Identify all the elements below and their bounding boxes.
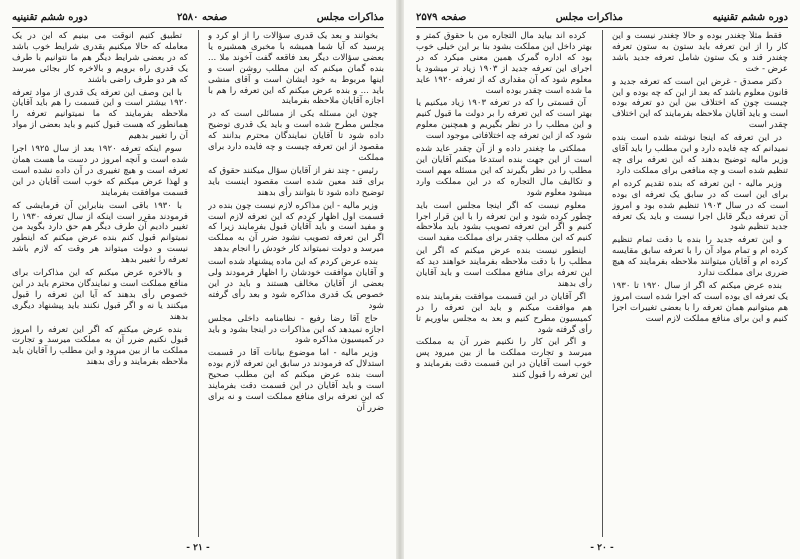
paragraph: بخوانند و بعد یک قدری سؤالات را از او کرد و پرسید که آیا شما همیشه با مخبری همشیره یا بعضی سؤالات دیگر بعد فاقعه گفت آخوند ملا ... بنده گمان میکنم که این مطلب روشن است و اینها مربوط به خود ایشان است و آقای منشی باید ... و بنده عرض میکنم که این تعرفه را هم با اجازه آقایان ملاحظه بفرمایند (208, 31, 384, 107)
paragraph: حاج آقا رضا رفیع - نظامنامه داخلی مجلس اجازه نمیدهد که این مذاکرات در اینجا بشود و باید در کمیسیون مذاکره شود (208, 313, 384, 346)
right-page-right-column (612, 31, 788, 533)
paragraph: وزیر مالیه - این مذاکره لازم نیست چون بنده در قسمت اول اظهار کردم که این تعرفه لازم است و مفید است و باید آقایان قبول بفرمایند زیرا که اگر این تعرفه تصویب نشود ضرر آن به مملکت میرسد و دولت نمیتواند کار خودش را انجام بدهد (208, 200, 384, 255)
paragraph: با این وصف این تعرفه یک قدری از مواد تعرفه ۱۹۲۰ بیشتر است و این قسمت را هم باید آقایان ملاحظه بفرمایند که ما نمیتوانیم تعرفه را همانطور که هست قبول کنیم و باید بعضی از مواد آن را تغییر بدهیم (12, 87, 188, 142)
right-page-title: مذاکرات مجلس (555, 11, 624, 23)
right-page-footer-number: - ۲۰ - (590, 543, 614, 553)
left-page (0, 0, 396, 559)
right-page-left-column (416, 31, 592, 533)
paragraph: رئیس - چند نفر از آقایان سؤال میکنند حقوق که برای قند معین شده است مقصود اینست باید توضیح داده شود تا بتوانند رأی بدهند (208, 165, 384, 198)
right-column-divider (602, 30, 603, 537)
right-page-session: دوره ششم تقنینیه (712, 11, 788, 23)
paragraph: کرده اند بیاید مال التجاره من با حقوق کمتر و بهتر داخل این مملکت بشود بنا بر این خیلی خوب بود که اداره گمرک همین معنی میکرد که در اجرای این تعرفه جدید از ۱۹۰۳ زیاد تر میشود یا معلوم شود که آن مقداری که از تعرفه ۱۹۲۰ عاید ما شده است چقدر بوده است (416, 31, 592, 96)
paragraph: و بالاخره عرض میکنم که این مذاکرات برای منافع مملکت است و نمایندگان محترم باید در این خصوص رأی بدهند که آیا این تعرفه را قبول میکنند یا نه و اگر قبول نکنند باید پیشنهاد دیگری بدهند (12, 268, 188, 322)
left-page-title: مذاکرات مجلس (316, 11, 384, 23)
left-page-right-column (208, 31, 384, 533)
paragraph: معلوم نیست که اگر اینجا مجلس است باید چطور کرده شود و این تعرفه را با این قرار اجرا کنیم و اگر این تعرفه تصویب بشود باید ملاحظه کنیم که این مطلب چقدر برای مملکت مفید است (416, 200, 592, 244)
paragraph: تطبیق کنیم آنوقت می بینیم که این در یک معامله که حالا میکنیم بقدری شرایط خوب باشد که در بعضی شرایط دیگر هم ما نتوانیم با طرف یک قدری راه برویم و بالاخره کار بجائی میرسد که هر دو طرف راضی باشند (12, 31, 188, 85)
left-page-session: دوره ششم تقنینیه (12, 11, 88, 23)
paragraph: و این تعرفه جدید را بنده با دقت تمام تنظیم کرده ام و تمام مواد آن را با تعرفه سابق مقایسه کرده ام و آقایان میتوانند ملاحظه بفرمایند که هیچ ضرری برای مملکت ندارد (612, 235, 788, 279)
paragraph: مملکتی ما چغندر داده و از آن چقدر عاید شده است از این جهت بنده استدعا میکنم آقایان این مطلب را در نظر بگیرند که این مسئله مهم است و تکالیف مال التجاره که در این مملکت وارد میشود معلوم شود (416, 144, 592, 198)
left-page-footer-number: - ۲۱ - (186, 543, 210, 553)
book-gutter (396, 0, 404, 559)
right-page (404, 0, 800, 559)
paragraph: وزیر مالیه - اما موضوع بیانات آقا در قسمت استدلال که فرمودند در سابق این تعرفه لازم بوده است بنده عرض میکنم که این مطلب صحیح است و باید آقایان در این قسمت دقت بفرمایند که این تعرفه برای منافع مملکت است و نه برای ضرر آن (208, 348, 384, 413)
left-page-left-column (12, 31, 188, 533)
paragraph: بنده عرض کردم که این ماده پیشنهاد شده است و آقایان موافقت خودشان را اظهار فرمودند ولی بعضی از آقایان مخالف هستند و باید در این خصوص یک قدری مذاکره شود و بعد رأی گرفته شود (208, 257, 384, 311)
paragraph: بنده عرض میکنم که اگر این تعرفه را امروز قبول نکنیم ضرر آن به مملکت میرسد و تجارت مملکت ما از بین میرود و این مطلب را آقایان باید ملاحظه بفرمایند و رأی بدهند (12, 324, 188, 368)
paragraph: فقط مثلاً چغندر بوده و حالا چغندر نیست و این کار را از این تعرفه باید ستون به ستون تعرفه چغندر قند و یک ستون شامل تعرفه جدید باشد عرض - خت (612, 31, 788, 74)
paragraph: و اگر این کار را نکنیم ضرر آن به مملکت میرسد و تجارت مملکت ما از بین میرود پس خوب است آقایان در این قسمت دقت بفرمایند و این تعرفه را قبول کنند (416, 337, 592, 381)
left-column-divider (198, 30, 199, 537)
paragraph: بنده عرض میکنم که اگر از سال ۱۹۲۰ تا ۱۹۳۰ یک تعرفه ای بوده است که اجرا شده است امروز هم میتوانیم همان تعرفه را با بعضی تغییرات اجرا کنیم و این برای منافع مملکت لازم است (612, 280, 788, 324)
paragraph: دکتر مصدق - غرض این است که تعرفه جدید و قانون معلوم باشد که بعد از این که چه بوده و این چیست چون که اختلاف بین این دو تعرفه بوده است و باید آقایان ملاحظه بفرمایند که این اختلاف چقدر است (612, 76, 788, 131)
paragraph: در این تعرفه که اینجا نوشته شده است بنده نمیدانم که چه فایده دارد و این مطلب را باید آقای وزیر مالیه توضیح بدهند که این تعرفه برای چه تنظیم شده است و چه منافعی برای مملکت دارد (612, 133, 788, 176)
right-page-number-label: صفحه ۲۵۷۹ (416, 11, 467, 23)
paragraph: اگر آقایان در این قسمت موافقت بفرمایند بنده هم موافقت میکنم و باید این تعرفه را در کمیسیون مطرح کنیم و بعد به مجلس بیاوریم تا رأی گرفته شود (416, 291, 592, 335)
paragraph: آن قسمتی را که در تعرفه ۱۹۰۳ زیاد میکنیم یا بهتر است که این تعرفه را بر دولت ما قبول کنیم و این مطلب را در نظر بگیریم و همچنین معلوم شود که از این تعرفه چه اختلافاتی موجود است (416, 98, 592, 142)
left-page-header (12, 10, 384, 24)
paragraph: چون این مسئله یکی از مسائلی است که در مجلس مطرح شده است و باید یک قدری توضیح داده شود تا آقایان نمایندگان محترم بدانند که مقصود از این تعرفه چیست و چه فایده دارد برای مملکت (208, 109, 384, 163)
paragraph: وزیر مالیه - این تعرفه که بنده تقدیم کرده ام برای این است که در سابق یک تعرفه ای بوده است که در سال ۱۹۰۳ تنظیم شده بود و امروز آن تعرفه دیگر قابل اجرا نیست و باید یک تعرفه جدید تنظیم شود (612, 178, 788, 233)
left-header-rule (12, 27, 384, 28)
left-page-number-label: صفحه ۲۵۸۰ (177, 11, 228, 23)
right-header-rule (416, 27, 788, 28)
right-page-header (416, 10, 788, 24)
paragraph: سوم اینکه تعرفه ۱۹۲۰ بعد از سال ۱۹۲۵ اجرا شده است و آنچه امروز در دست ما هست همان تعرفه است و هیچ تغییری در آن داده نشده است و لهذا عرض میکنم که خوب است آقایان در این قسمت موافقت بفرمایند (12, 144, 188, 198)
paragraph: با ۱۹۳۰ باقی است بنابراین آن فرمایشی که فرمودند مقرر است اینکه از سال تعرفه ۱۹۳۰ را تغییر دادیم آن طرف دیگر هم حق دارد بگوید من نمیتوانم قبول کنم بنده عرض میکنم که اینطور نیست و دولت میتواند هر وقت که لازم باشد تعرفه را تغییر بدهد (12, 200, 188, 266)
paragraph: اینطور نیست بنده عرض میکنم که اگر این مطلب را با دقت ملاحظه بفرمایند خواهند دید که این تعرفه برای منافع مملکت است و باید آقایان رأی بدهند (416, 246, 592, 289)
